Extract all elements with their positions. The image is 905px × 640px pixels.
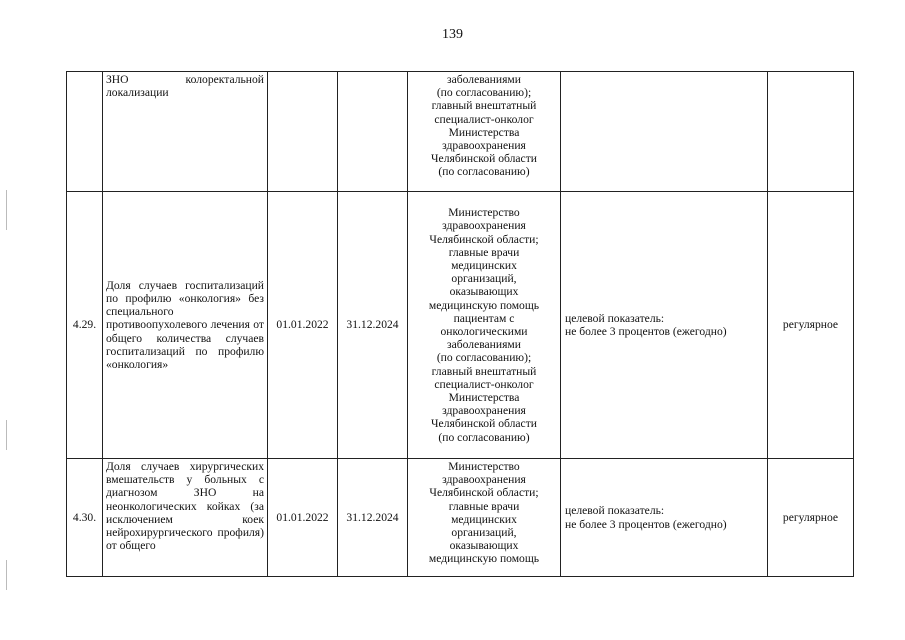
cell-line: Министерства xyxy=(448,125,520,139)
cell-line: Челябинской области; xyxy=(429,232,539,246)
cell-line: главный внештатный xyxy=(431,364,537,378)
expected-result xyxy=(561,192,768,459)
cell-line: Министерство xyxy=(448,460,520,473)
cell-line: пациентам с xyxy=(453,311,515,325)
cell-line: главные врачи xyxy=(448,245,520,259)
expected-result xyxy=(561,459,768,577)
cell-line: (по согласованию); xyxy=(436,86,532,100)
cell-line: здравоохранения xyxy=(442,404,526,418)
cell-line: Челябинской области; xyxy=(429,486,539,500)
scan-edge-mark xyxy=(6,560,7,590)
cell-line: целевой показатель: xyxy=(565,311,665,325)
cell-line: медицинских xyxy=(451,512,517,526)
end-date: 31.12.2024 xyxy=(338,459,408,577)
end-date: 31.12.2024 xyxy=(338,192,408,459)
table-row xyxy=(67,72,854,192)
cell-line: главные врачи xyxy=(448,499,520,513)
periodicity xyxy=(768,72,854,192)
cell-line: медицинских xyxy=(451,258,517,272)
cell-line: организаций, xyxy=(451,272,517,286)
cell-line: главный внештатный xyxy=(431,99,537,113)
cell-line: медицинскую помощь xyxy=(428,552,540,566)
cell-line: здравоохранения xyxy=(442,473,526,487)
end-date xyxy=(338,72,408,192)
cell-line: (по согласованию); xyxy=(436,351,532,365)
cell-line: не более 3 процентов (ежегодно) xyxy=(565,325,727,338)
indicator-name: Доля случаев госпитализаций по профилю «онкология» без специального противоопухолевого лечения от общего количества случаев госпитализаций по профилю «онкология» xyxy=(103,192,268,459)
row-number xyxy=(67,72,103,192)
periodicity: регулярное xyxy=(768,192,854,459)
indicator-name: Доля случаев хирургических вмешательств у больных с диагнозом ЗНО на неонкологических койках (за исключением коек нейрохирургического профиля) от общего xyxy=(103,459,268,577)
indicator-name: ЗНО колоректальной локализации xyxy=(103,72,268,192)
cell-line: Министерство xyxy=(448,206,520,220)
start-date xyxy=(268,72,338,192)
row-number: 4.29. xyxy=(67,192,103,459)
cell-line: заболеваниями xyxy=(447,73,521,86)
cell-line: медицинскую помощь xyxy=(428,298,540,312)
cell-line: не более 3 процентов (ежегодно) xyxy=(565,517,727,531)
expected-result xyxy=(561,72,768,192)
start-date: 01.01.2022 xyxy=(268,459,338,577)
start-date: 01.01.2022 xyxy=(268,192,338,459)
row-number: 4.30. xyxy=(67,459,103,577)
periodicity: регулярное xyxy=(768,459,854,577)
cell-line: оказывающих xyxy=(449,285,519,299)
table-row xyxy=(67,192,854,459)
cell-line: целевой показатель: xyxy=(565,504,665,518)
measures-table xyxy=(66,71,854,577)
cell-line: онкологическими xyxy=(440,325,528,338)
cell-line: здравоохранения xyxy=(442,139,526,153)
cell-line: (по согласованию) xyxy=(438,430,530,444)
responsible-executors xyxy=(408,72,561,192)
cell-line: Министерства xyxy=(448,391,520,405)
table-row xyxy=(67,459,854,577)
responsible-executors xyxy=(408,459,561,577)
cell-line: оказывающих xyxy=(449,539,519,553)
cell-line: Челябинской области xyxy=(431,417,537,431)
cell-line: специалист-онколог xyxy=(434,112,534,126)
cell-line: (по согласованию) xyxy=(438,165,530,179)
cell-line: специалист-онколог xyxy=(434,377,534,391)
scan-edge-mark xyxy=(6,420,7,450)
cell-line: заболеваниями xyxy=(447,338,521,352)
cell-line: здравоохранения xyxy=(442,219,526,233)
responsible-executors xyxy=(408,192,561,459)
scan-edge-mark xyxy=(6,190,7,230)
page-number: 139 xyxy=(442,27,463,42)
cell-line: организаций, xyxy=(451,526,517,540)
cell-line: Челябинской области xyxy=(431,152,537,166)
